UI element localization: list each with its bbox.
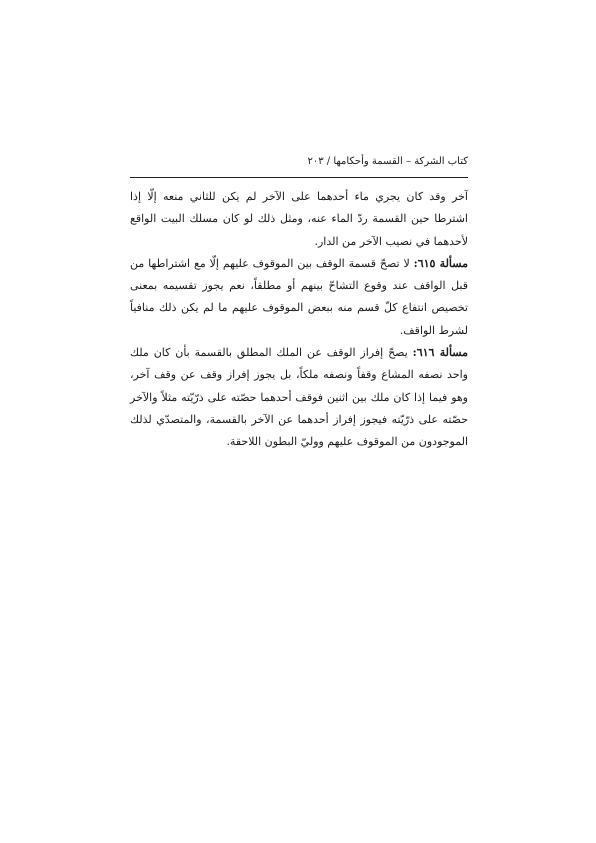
paragraph-text: يصحّ إفراز الوقف عن الملك المطلق بالقسمة بأن كان ملك واحد نصفه المشاع وقفاً ونصفه ملكاً، بل يجوز إفراز وقف عن وقف آخر، وهو فيما إذا كان ملك بين اثنين فوقف أحدهما حصّته على ذرّيّته مثلاً والآخر حصّته على ذرّيّته فيجوز إفراز أحدهما عن الآخر بالقسمة، والمتصدّي لذلك الموجودون من الموقوف عليهم ووليّ البطون اللاحقة.: [130, 346, 468, 449]
running-header: [130, 152, 468, 172]
paragraph-text: آخر وقد كان يجري ماء أحدهما على الآخر لم يكن للثاني منعه إلّا إذا اشترطا حين القسمة ردّ الماء عنه، ومثل ذلك لو كان مسلك البيت الواقع لأحدهما في نصيب الآخر من الدار.: [130, 190, 468, 248]
paragraph-continuation: [130, 186, 468, 253]
page-body: [130, 186, 468, 454]
issue-number-label: مسألة ٦١٥:: [413, 256, 468, 270]
paragraph-issue-616: [130, 342, 468, 453]
paragraph-issue-615: [130, 253, 468, 342]
running-title: كتاب الشركة – القسمة وأحكامها / ٢٠٣: [307, 156, 468, 167]
issue-number-label: مسألة ٦١٦:: [412, 346, 468, 360]
header-divider: [130, 177, 468, 178]
paragraph-text: لا تصحّ قسمة الوقف بين الموقوف عليهم إلّا مع اشتراطها من قبل الواقف عند وقوع التشاحّ بينهم أو مطلقاً، نعم يجوز تقسيمه بمعنى تخصيص انتفاع كلّ قسم منه ببعض الموقوف عليهم ما لم يكن ذلك منافياً لشرط الواقف.: [130, 256, 468, 337]
